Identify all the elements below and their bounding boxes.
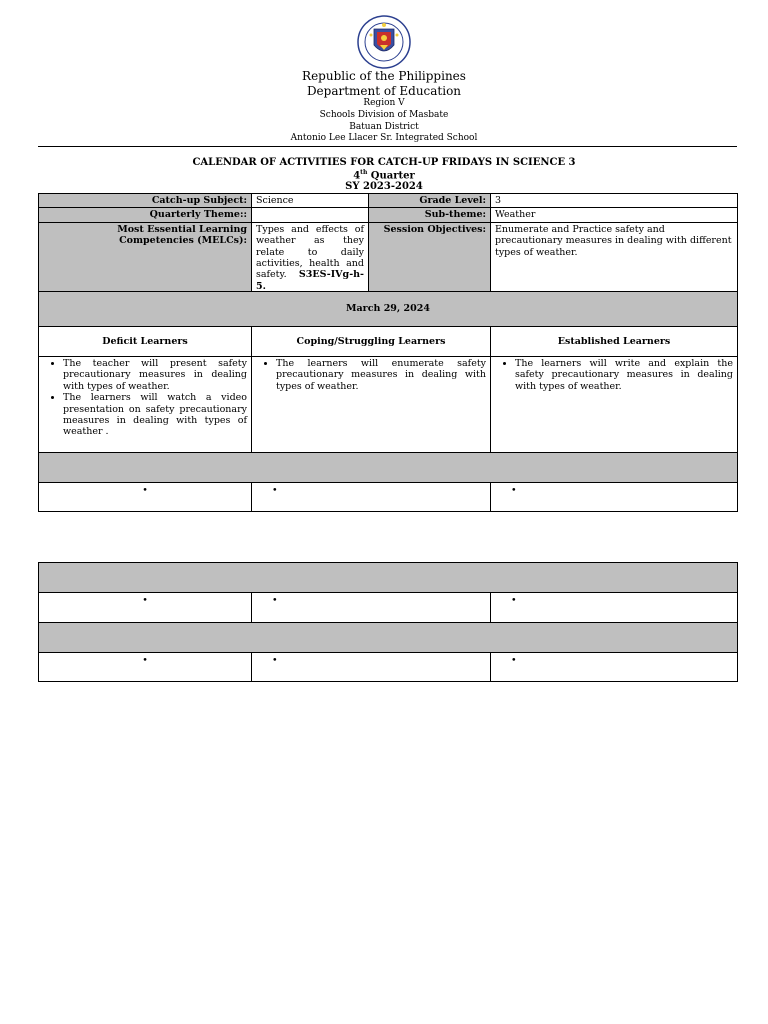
blank-schedule-table bbox=[38, 562, 738, 682]
bullet-icon: • bbox=[142, 485, 148, 496]
list-item: • The learners will enumerate safety precautionary measures in dealing with types of weather. bbox=[276, 358, 486, 392]
list-item: • The learners will write and explain the safety precautionary measures in dealing with types of weather. bbox=[515, 358, 733, 392]
melc-value bbox=[252, 222, 369, 293]
coping-list bbox=[256, 358, 486, 392]
bullet-icon: • bbox=[272, 595, 278, 606]
bullet-icon: • bbox=[142, 655, 148, 666]
division-line: Schools Division of Masbate bbox=[319, 110, 449, 120]
header-divider bbox=[38, 146, 737, 147]
melc-label: Most Essential Learning Competencies (MELCs): bbox=[39, 222, 252, 293]
bullet-icon: • bbox=[272, 655, 278, 666]
empty-date-row bbox=[39, 563, 738, 593]
school-line: Antonio Lee Llacer Sr. Integrated School bbox=[290, 133, 478, 143]
melc-text: Types and effects of weather as they relate to daily activities, health and safety. bbox=[256, 223, 364, 281]
col-established-header: Established Learners bbox=[491, 327, 738, 357]
theme-value bbox=[252, 208, 369, 222]
theme-label: Quarterly Theme:: bbox=[39, 208, 252, 222]
schedule-table bbox=[38, 291, 738, 512]
empty-deficit-cell bbox=[39, 653, 252, 682]
subject-label: Catch-up Subject: bbox=[39, 194, 252, 208]
info-table bbox=[38, 193, 738, 294]
objectives-label: Session Objectives: bbox=[369, 222, 491, 293]
grade-label: Grade Level: bbox=[369, 194, 491, 208]
bullet-icon: • bbox=[511, 595, 517, 606]
established-activities bbox=[491, 357, 738, 453]
col-deficit-header: Deficit Learners bbox=[39, 327, 252, 357]
bullet-icon: • bbox=[511, 485, 517, 496]
grade-value: 3 bbox=[491, 194, 738, 208]
subtheme-label: Sub-theme: bbox=[369, 208, 491, 222]
empty-deficit-cell bbox=[39, 593, 252, 623]
list-item: • The learners will watch a video presentation on safety precautionary measures in dealing with types of weather . bbox=[63, 392, 247, 438]
department-line: Department of Education bbox=[306, 84, 462, 98]
empty-established-cell bbox=[491, 653, 738, 682]
quarter-suffix: th bbox=[360, 169, 368, 176]
empty-established-cell bbox=[491, 483, 738, 512]
district-line: Batuan District bbox=[349, 122, 419, 132]
coping-activities bbox=[252, 357, 491, 453]
quarter-line bbox=[0, 170, 768, 181]
subtheme-value: Weather bbox=[491, 208, 738, 222]
list-item: • The teacher will present safety precautionary measures in dealing with types of weather. bbox=[63, 358, 247, 392]
deficit-list bbox=[43, 358, 247, 438]
empty-date-row bbox=[39, 623, 738, 653]
republic-line: Republic of the Philippines bbox=[302, 69, 466, 83]
deped-seal-icon bbox=[353, 15, 415, 69]
quarter-word: Quarter bbox=[367, 170, 415, 182]
subject-value: Science bbox=[252, 194, 369, 208]
quarter-number: 4 bbox=[353, 170, 361, 182]
empty-coping-cell bbox=[252, 653, 491, 682]
empty-coping-cell bbox=[252, 483, 491, 512]
melc-code: S3ES-IVg-h-5. bbox=[256, 269, 364, 292]
empty-coping-cell bbox=[252, 593, 491, 623]
calendar-title: CALENDAR OF ACTIVITIES FOR CATCH-UP FRIDAYS IN SCIENCE 3 bbox=[192, 157, 576, 168]
region-line: Region V bbox=[363, 98, 405, 108]
col-coping-header: Coping/Struggling Learners bbox=[252, 327, 491, 357]
bullet-icon: • bbox=[272, 485, 278, 496]
deficit-activities bbox=[39, 357, 252, 453]
bullet-icon: • bbox=[511, 655, 517, 666]
school-year: SY 2023-2024 bbox=[345, 181, 423, 192]
empty-established-cell bbox=[491, 593, 738, 623]
empty-deficit-cell bbox=[39, 483, 252, 512]
empty-date-row bbox=[39, 453, 738, 483]
established-list bbox=[495, 358, 733, 392]
objectives-value: Enumerate and Practice safety and precautionary measures in dealing with different types of weather. bbox=[491, 222, 738, 293]
bullet-icon: • bbox=[142, 595, 148, 606]
session-date: March 29, 2024 bbox=[39, 292, 738, 327]
